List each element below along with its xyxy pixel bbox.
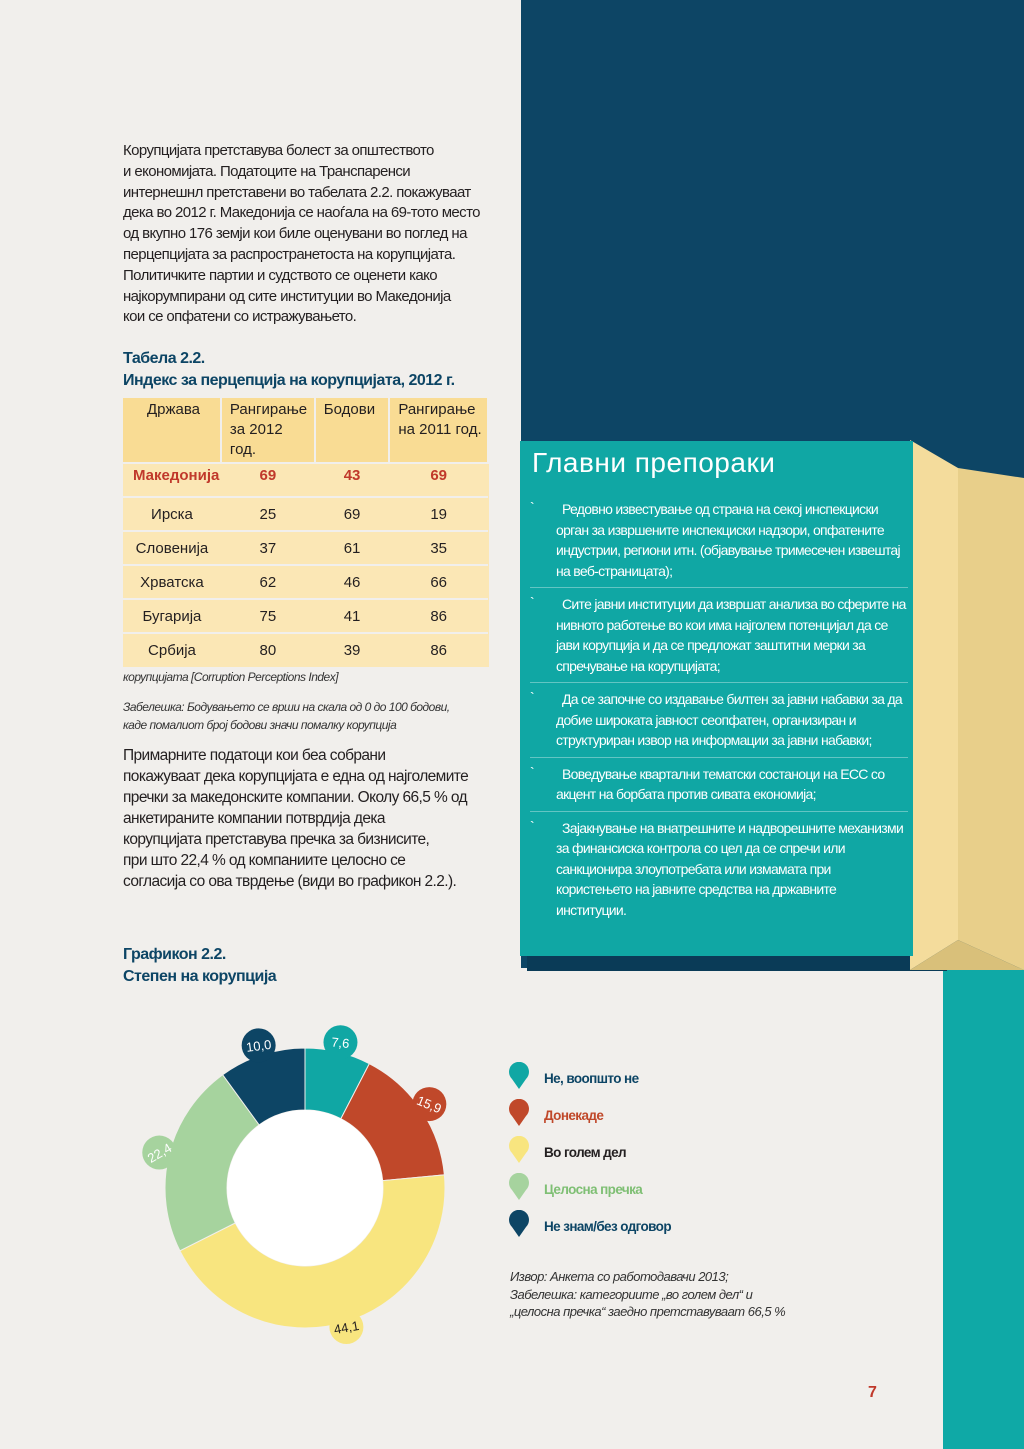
chart-caption-number: Графикон 2.2.	[123, 946, 226, 963]
chart-caption	[123, 944, 276, 988]
bullet-mark: `	[530, 594, 534, 610]
bullet-mark: `	[530, 817, 534, 834]
legend-item	[508, 1171, 671, 1208]
map-pin-icon	[508, 1062, 530, 1090]
svg-text:15,9: 15,9	[414, 1092, 444, 1117]
legend-label: Не, воопшто не	[544, 1071, 639, 1086]
legend-label: Целосна пречка	[544, 1182, 643, 1197]
table-caption-title: Индекс за перцепција на корупцијата, 2012 г.	[123, 372, 455, 389]
table-cell: Србија	[123, 633, 221, 667]
table-cell: 80	[221, 633, 315, 667]
table-cell: Ирска	[123, 497, 221, 531]
teal-background-band	[943, 968, 1024, 1449]
recommendation-text: Воведување квартални тематски состаноци на ЕСС со акцент на борбата против сивата економија;	[556, 765, 885, 802]
table-header-cell: Рангирање за 2012 год.	[221, 398, 315, 463]
table-row	[123, 531, 488, 565]
table-cell: 39	[315, 633, 390, 667]
table-cell: Бугарија	[123, 599, 221, 633]
recommendation-item	[530, 818, 908, 927]
bullet-mark: `	[530, 689, 534, 705]
table-cell: 25	[221, 497, 315, 531]
donut-hole	[227, 1110, 383, 1266]
legend-item	[508, 1208, 671, 1245]
table-caption-number: Табела 2.2.	[123, 350, 205, 367]
legend-label: Не знам/без одговор	[544, 1219, 671, 1234]
chart-caption-title: Степен на корупција	[123, 968, 277, 985]
table-row	[123, 565, 488, 599]
table-cell: Хрватска	[123, 565, 221, 599]
table-cell: 19	[389, 497, 488, 531]
map-pin-icon	[508, 1099, 530, 1127]
table-cell: 69	[389, 463, 488, 497]
map-pin-icon	[508, 1136, 530, 1164]
recommendations-shadow	[527, 955, 947, 971]
recommendation-item	[530, 689, 908, 758]
svg-text:22,4: 22,4	[144, 1140, 175, 1166]
recommendation-text: Сите јавни институции да извршат анализа во сферите на нивното работење во кои има најголем потенцијал да се јави корупција и да се предложат заштитни мерки за спречување на корупцијата;	[556, 596, 906, 674]
data-label	[329, 1310, 363, 1344]
donut-chart	[130, 1005, 460, 1345]
recommendation-item	[530, 764, 908, 812]
svg-text:7,6: 7,6	[330, 1034, 351, 1052]
table-row	[123, 599, 488, 633]
data-label	[323, 1025, 357, 1059]
table-cell: 75	[221, 599, 315, 633]
intro-paragraph: Корупцијата претставува болест за општеството и економијата. Податоците на Транспаренси интернешнл претставени во табелата 2.2. покажуваат дека во 2012 г. Македонија се наоѓала на 69-тото место од вкупно 176 земји кои биле оценувани во поглед на перцепцијата за распространетоста на корупцијата. Политичките партии и судството се оценети како најкорумпирани од сите институции во Македонија кои се опфатени со истражувањето.	[123, 142, 480, 326]
table-cell: 35	[389, 531, 488, 565]
recommendations-box-side	[910, 440, 1024, 970]
page-number: 7	[868, 1384, 877, 1401]
table-cell: 86	[389, 599, 488, 633]
table-cell: 62	[221, 565, 315, 599]
recommendation-text: Редовно известување од страна на секој инспекциски орган за извршените инспекциски надзори, опфатените индустрии, региони итн. (објавување тримесечен извештај на веб-страницата);	[556, 501, 900, 579]
svg-text:10,0: 10,0	[245, 1036, 273, 1055]
table-cell: 69	[221, 463, 315, 497]
map-pin-icon	[508, 1173, 530, 1201]
legend-label: Во голем дел	[544, 1145, 627, 1160]
recommendation-item	[530, 499, 908, 588]
table-header-cell: Рангирање на 2011 год.	[389, 398, 488, 463]
recommendations-title: Главни препораки	[532, 447, 776, 478]
table-row	[123, 463, 488, 497]
table-cell: 43	[315, 463, 390, 497]
legend-item	[508, 1134, 671, 1171]
table-cell: 86	[389, 633, 488, 667]
bullet-mark: `	[530, 499, 534, 515]
recommendation-item	[530, 594, 908, 683]
chart-legend	[508, 1060, 671, 1245]
table-caption	[123, 348, 455, 392]
svg-text:44,1: 44,1	[332, 1317, 361, 1338]
legend-item	[508, 1060, 671, 1097]
chart-source: Извор: Анкета со работодавачи 2013; Забелешка: категориите „во голем дел“ и „целосна пречка“ заедно претставуваат 66,5 %	[510, 1269, 786, 1319]
table-header-cell: Бодови	[315, 398, 390, 463]
recommendations-list	[530, 499, 908, 932]
table-cell: 46	[315, 565, 390, 599]
data-label	[412, 1087, 446, 1121]
map-pin-icon	[508, 1210, 530, 1238]
table-header-cell: Држава	[123, 398, 221, 463]
table-cell: 69	[315, 497, 390, 531]
data-label	[142, 1136, 176, 1170]
legend-item	[508, 1097, 671, 1134]
table-cell: 41	[315, 599, 390, 633]
survey-paragraph: Примарните податоци кои беа собрани покажуваат дека корупцијата е една од најголемите пречки за македонските компании. Околу 66,5 % од анкетираните компании потврдија дека корупцијата претставува пречка за бизнисите, при што 22,4 % од компаниите целосно се согласија со ова тврдење (види во графикон 2.2.).	[123, 747, 469, 890]
table-cell: Македонија	[123, 463, 221, 497]
table-cell: Словенија	[123, 531, 221, 565]
recommendation-text: Зајакнување на внатрешните и надворешните механизми за финансиска контрола со цел да се спречи или санкционира злоупотребата или измамата при користењето на јавните средства на државните институции.	[556, 819, 904, 918]
table-cell: 66	[389, 565, 488, 599]
data-label	[242, 1028, 276, 1062]
corruption-index-table	[123, 398, 489, 667]
table-header-row	[123, 398, 488, 463]
table-cell: 61	[315, 531, 390, 565]
table-cell: 37	[221, 531, 315, 565]
table-note: Забелешка: Бодувањето се врши на скала од 0 до 100 бодови, каде помалиот број бодови значи помалку корупција	[123, 700, 450, 732]
table-row	[123, 633, 488, 667]
bullet-mark: `	[530, 763, 534, 780]
legend-label: Донекаде	[544, 1108, 604, 1123]
table-source: корупцијата [Corruption Perceptions Index]	[123, 670, 339, 684]
recommendations-box	[520, 441, 913, 956]
table-row	[123, 497, 488, 531]
recommendation-text: Да се започне со издавање билтен за јавни набавки за да добие широката јавност сеопфатен, организиран и структуриран извор на информации за јавни набавки;	[556, 691, 902, 748]
